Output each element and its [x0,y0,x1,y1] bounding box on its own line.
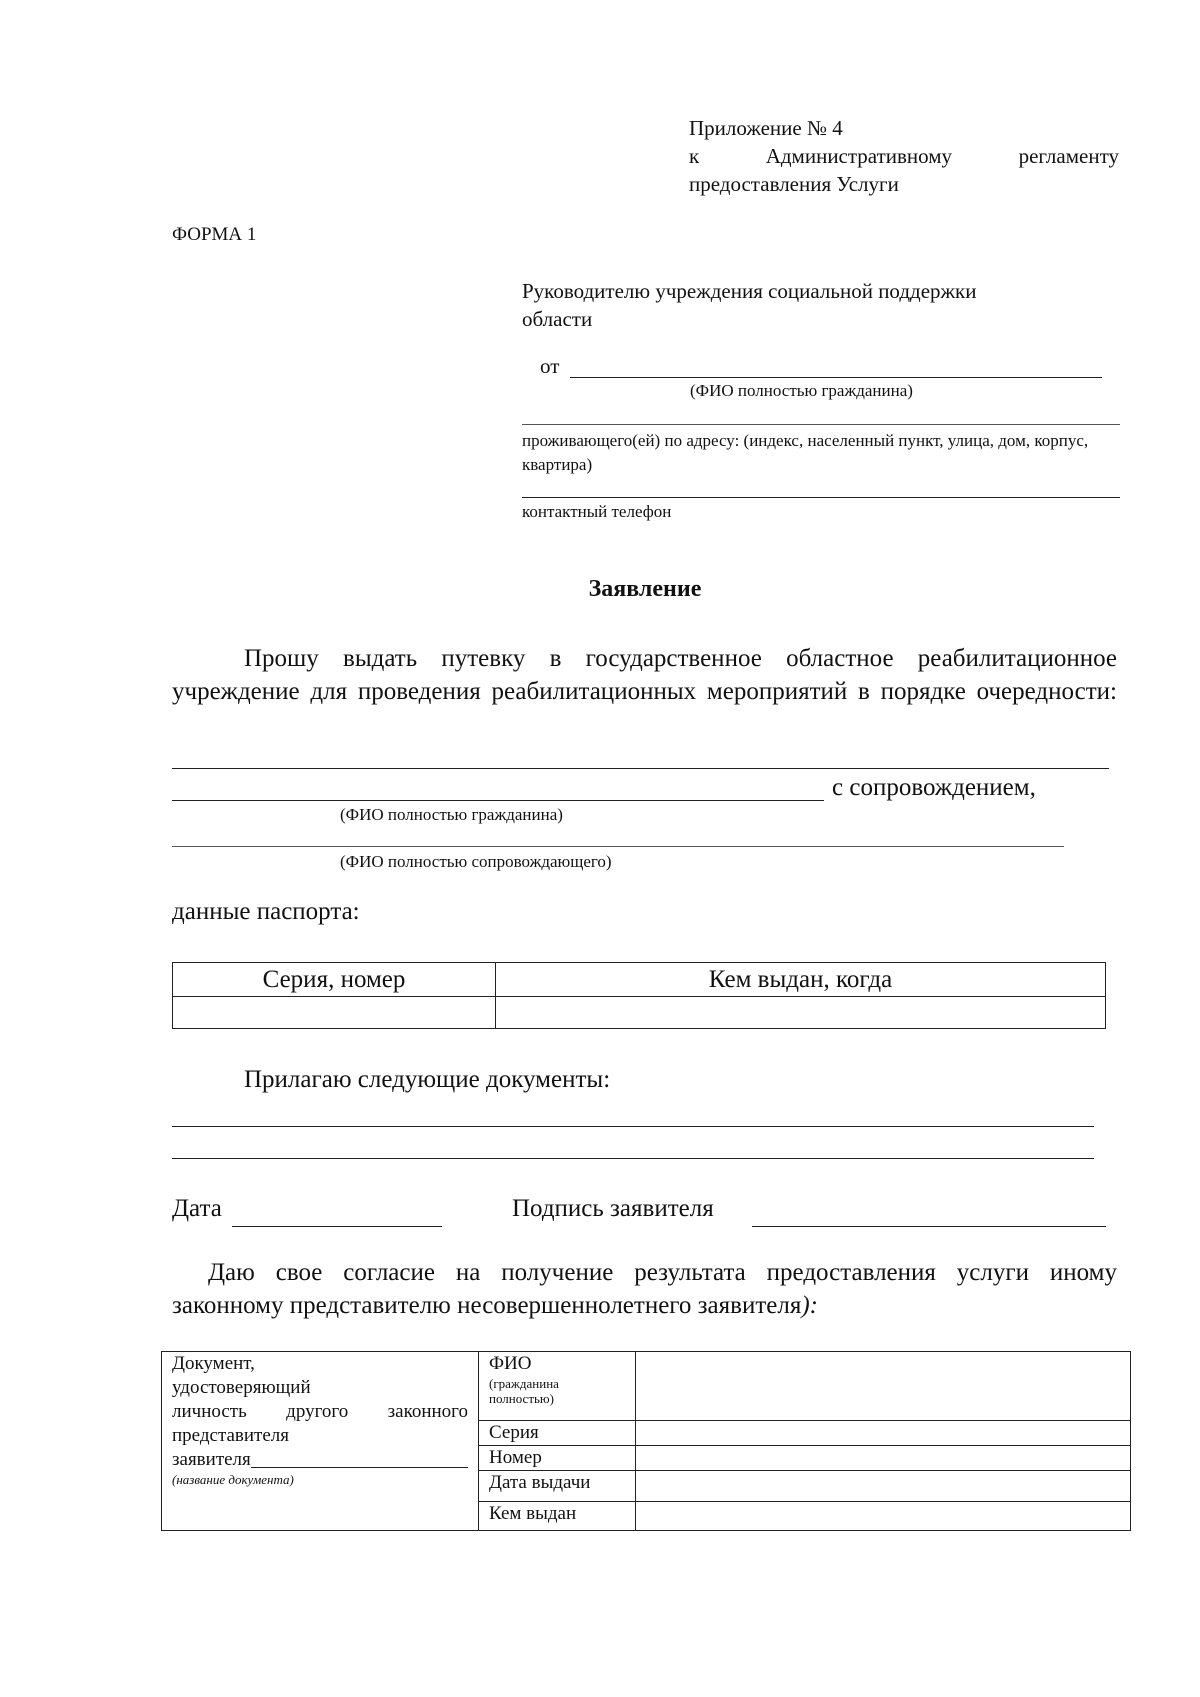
consent-text-main: Даю свое согласие на получение результата предоставления услуги иному законному представителю несовершеннолетнего заявителя [172,1259,1117,1319]
rep-series-value[interactable] [636,1421,1131,1446]
appendix-number: Приложение № 4 [689,116,843,140]
request-text: Прошу выдать путевку в государственное областное реабилитационное учреждение для проведения реабилитационных мероприятий в порядке очередности: [172,645,1117,705]
companion-fio-line[interactable] [172,846,1064,847]
rep-number-label: Номер [479,1446,636,1471]
rep-series-label: Серия [479,1421,636,1446]
consent-text-tail: ): [801,1292,818,1319]
date-label: Дата [172,1195,222,1222]
rep-document-name-field[interactable] [251,1467,468,1468]
addressee-line2: области [522,307,593,331]
passport-label: данные паспорта: [172,898,360,925]
rep-document-hint: (название документа) [172,1472,294,1487]
citizen-fio-line-2[interactable] [172,800,824,801]
rep-number-value[interactable] [636,1446,1131,1471]
citizen-fio-line-1[interactable] [172,768,1109,769]
rep-issue-date-label: Дата выдачи [479,1471,636,1502]
passport-col-series: Серия, номер [173,963,496,997]
citizen-fio-hint: (ФИО полностью гражданина) [340,805,563,824]
rep-fio-hint: (гражданина полностью) [489,1376,559,1406]
representative-table [161,1351,1131,1531]
signature-field[interactable] [752,1226,1106,1227]
passport-series-cell[interactable] [173,997,496,1029]
address-field[interactable] [522,497,1120,498]
date-field[interactable] [232,1226,442,1227]
documents-label: Прилагаю следующие документы: [244,1066,611,1093]
accompany-label: с сопровождением, [832,774,1036,801]
passport-issued-cell[interactable] [496,997,1106,1029]
passport-col-issued: Кем выдан, когда [496,963,1106,997]
address-hint: проживающего(ей) по адресу: (индекс, населенный пункт, улица, дом, корпус, квартира) [522,431,1089,474]
appendix-header [689,114,1119,198]
from-label: от [540,354,560,378]
rep-issued-by-label: Кем выдан [479,1502,636,1531]
rep-fio-label-cell: ФИО (гражданина полностью) [479,1352,636,1421]
consent-text [172,1256,1117,1322]
addressee-line1: Руководителю учреждения социальной поддержки [522,279,977,303]
documents-line-1[interactable] [172,1126,1094,1127]
appendix-reference: к Административному регламенту [689,144,1119,168]
applicant-fio-hint: (ФИО полностью гражданина) [690,381,913,400]
appendix-service: предоставления Услуги [689,172,899,196]
applicant-fio-field[interactable] [570,377,1102,378]
companion-fio-hint: (ФИО полностью сопровождающего) [340,852,612,871]
rep-fio-value[interactable] [636,1352,1131,1421]
phone-hint: контактный телефон [522,502,672,521]
form-label: ФОРМА 1 [172,224,257,245]
documents-line-2[interactable] [172,1158,1094,1159]
document-title: Заявление [588,576,702,602]
applicant-extra-field[interactable] [522,424,1120,425]
passport-table [172,962,1106,1029]
signature-label: Подпись заявителя [512,1195,714,1222]
rep-document-cell: Документ, удостоверяющий личность другого законного представителя заявителя (название документа) [162,1352,479,1531]
addressee-block [522,277,1082,333]
rep-issue-date-value[interactable] [636,1471,1131,1502]
rep-issued-by-value[interactable] [636,1502,1131,1531]
